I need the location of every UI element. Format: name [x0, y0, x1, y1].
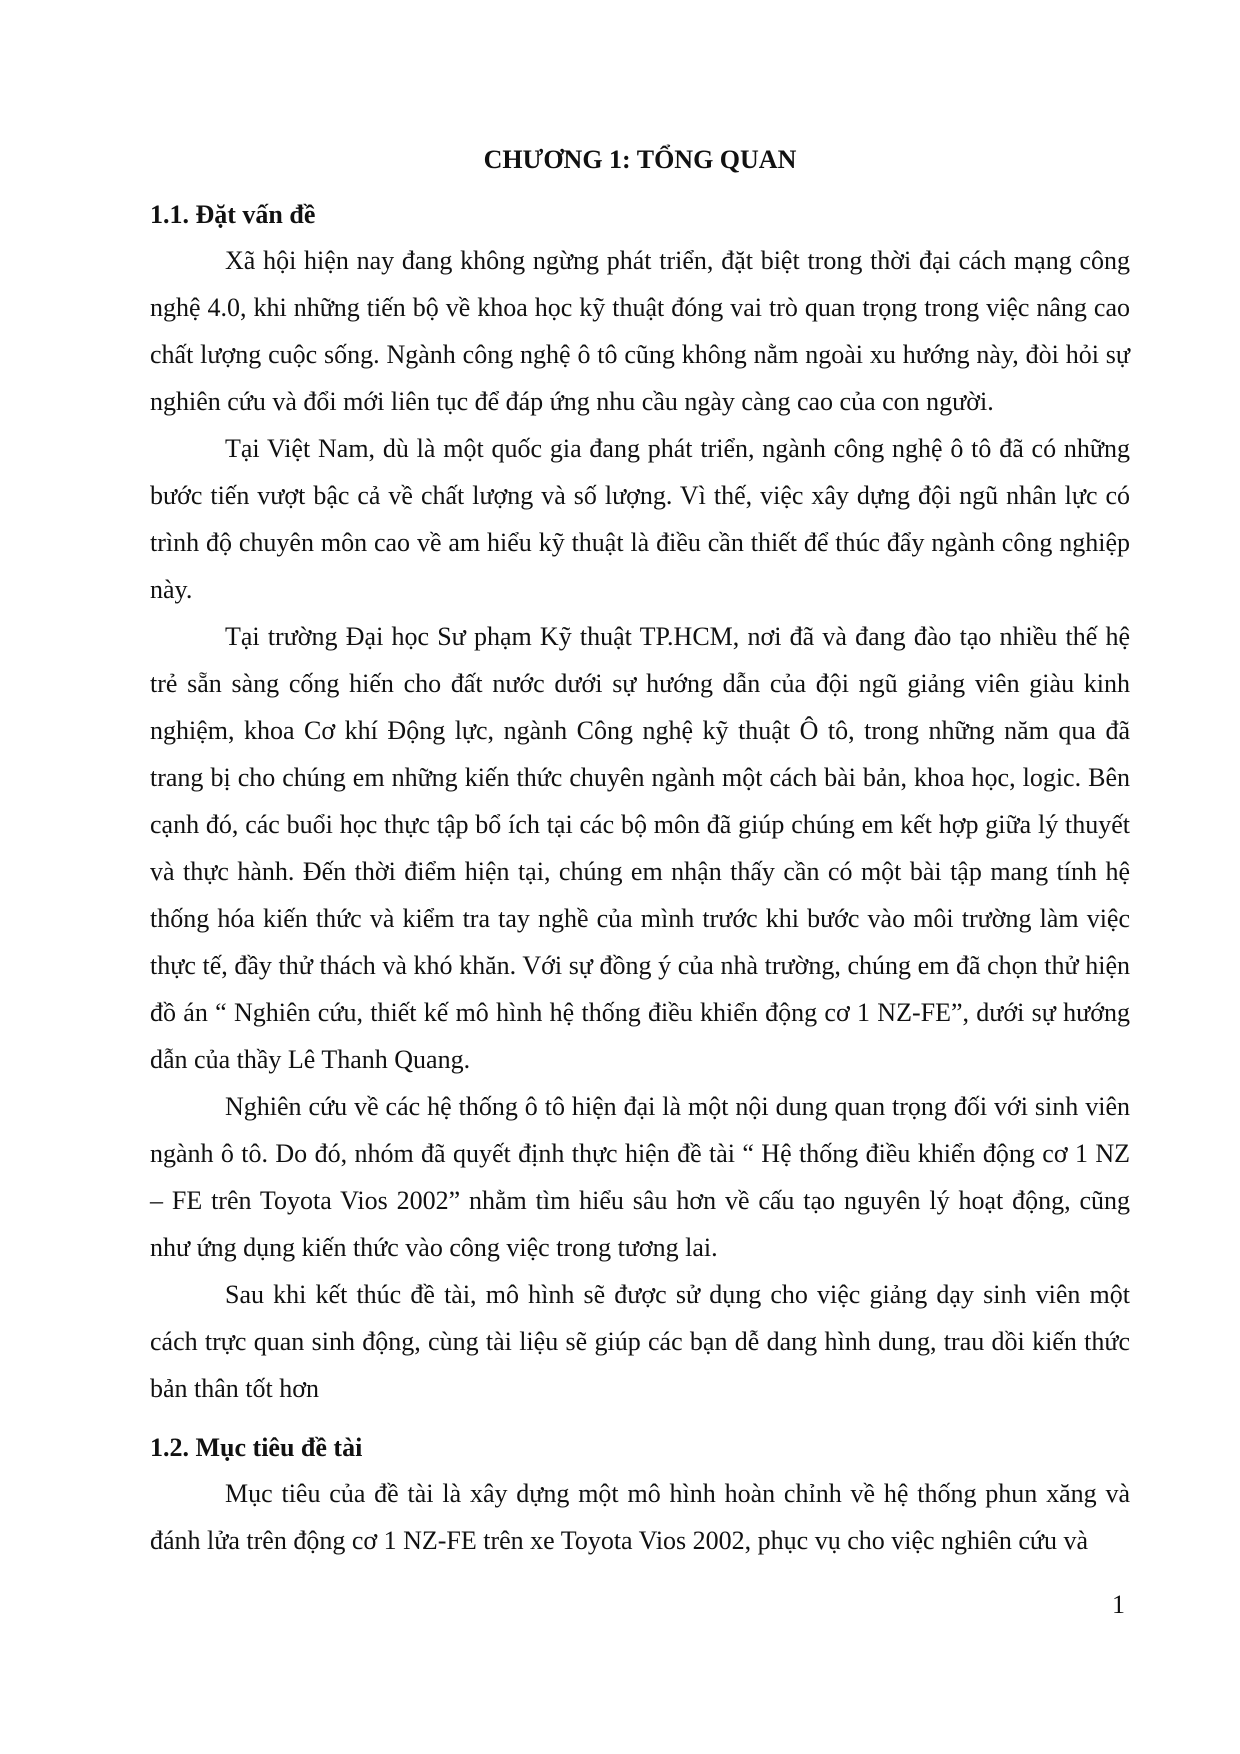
section-1-2-body: [150, 1470, 1130, 1564]
section-heading-1-1: 1.1. Đặt vấn đề: [150, 200, 316, 229]
paragraph: Tại Việt Nam, dù là một quốc gia đang phát triển, ngành công nghệ ô tô đã có những bước tiến vượt bậc cả về chất lượng và số lượng. Vì thế, việc xây dựng đội ngũ nhân lực có trình độ chuyên môn cao về am hiểu kỹ thuật là điều cần thiết để thúc đẩy ngành công nghiệp này.: [150, 434, 1130, 604]
paragraph: Xã hội hiện nay đang không ngừng phát triển, đặt biệt trong thời đại cách mạng công nghệ 4.0, khi những tiến bộ về khoa học kỹ thuật đóng vai trò quan trọng trong việc nâng cao chất lượng cuộc sống. Ngành công nghệ ô tô cũng không nằm ngoài xu hướng này, đòi hỏi sự nghiên cứu và đổi mới liên tục để đáp ứng nhu cầu ngày càng cao của con người.: [150, 246, 1130, 416]
paragraph: Mục tiêu của đề tài là xây dựng một mô hình hoàn chỉnh về hệ thống phun xăng và đánh lửa trên động cơ 1 NZ-FE trên xe Toyota Vios 2002, phục vụ cho việc nghiên cứu và: [150, 1479, 1130, 1555]
page-number: 1: [1112, 1590, 1125, 1619]
chapter-title: CHƯƠNG 1: TỔNG QUAN: [483, 145, 797, 174]
paragraph: Nghiên cứu về các hệ thống ô tô hiện đại là một nội dung quan trọng đối với sinh viên ngành ô tô. Do đó, nhóm đã quyết định thực hiện đề tài “ Hệ thống điều khiển động cơ 1 NZ – FE trên Toyota Vios 2002” nhằm tìm hiểu sâu hơn về cấu tạo nguyên lý hoạt động, cũng như ứng dụng kiến thức vào công việc trong tương lai.: [150, 1092, 1130, 1262]
section-1-1-body: [150, 237, 1130, 1412]
paragraph: Sau khi kết thúc đề tài, mô hình sẽ được sử dụng cho việc giảng dạy sinh viên một cách trực quan sinh động, cùng tài liệu sẽ giúp các bạn dễ dang hình dung, trau dồi kiến thức bản thân tốt hơn: [150, 1280, 1130, 1403]
section-heading-1-2: 1.2. Mục tiêu đề tài: [150, 1433, 363, 1462]
paragraph: Tại trường Đại học Sư phạm Kỹ thuật TP.HCM, nơi đã và đang đào tạo nhiều thế hệ trẻ sẵn sàng cống hiến cho đất nước dưới sự hướng dẫn của đội ngũ giảng viên giàu kinh nghiệm, khoa Cơ khí Động lực, ngành Công nghệ kỹ thuật Ô tô, trong những năm qua đã trang bị cho chúng em những kiến thức chuyên ngành một cách bài bản, khoa học, logic. Bên cạnh đó, các buổi học thực tập bổ ích tại các bộ môn đã giúp chúng em kết hợp giữa lý thuyết và thực hành. Đến thời điểm hiện tại, chúng em nhận thấy cần có một bài tập mang tính hệ thống hóa kiến thức và kiểm tra tay nghề của mình trước khi bước vào môi trường làm việc thực tế, đầy thử thách và khó khăn. Với sự đồng ý của nhà trường, chúng em đã chọn thử hiện đồ án “ Nghiên cứu, thiết kế mô hình hệ thống điều khiển động cơ 1 NZ-FE”, dưới sự hướng dẫn của thầy Lê Thanh Quang.: [150, 622, 1130, 1074]
